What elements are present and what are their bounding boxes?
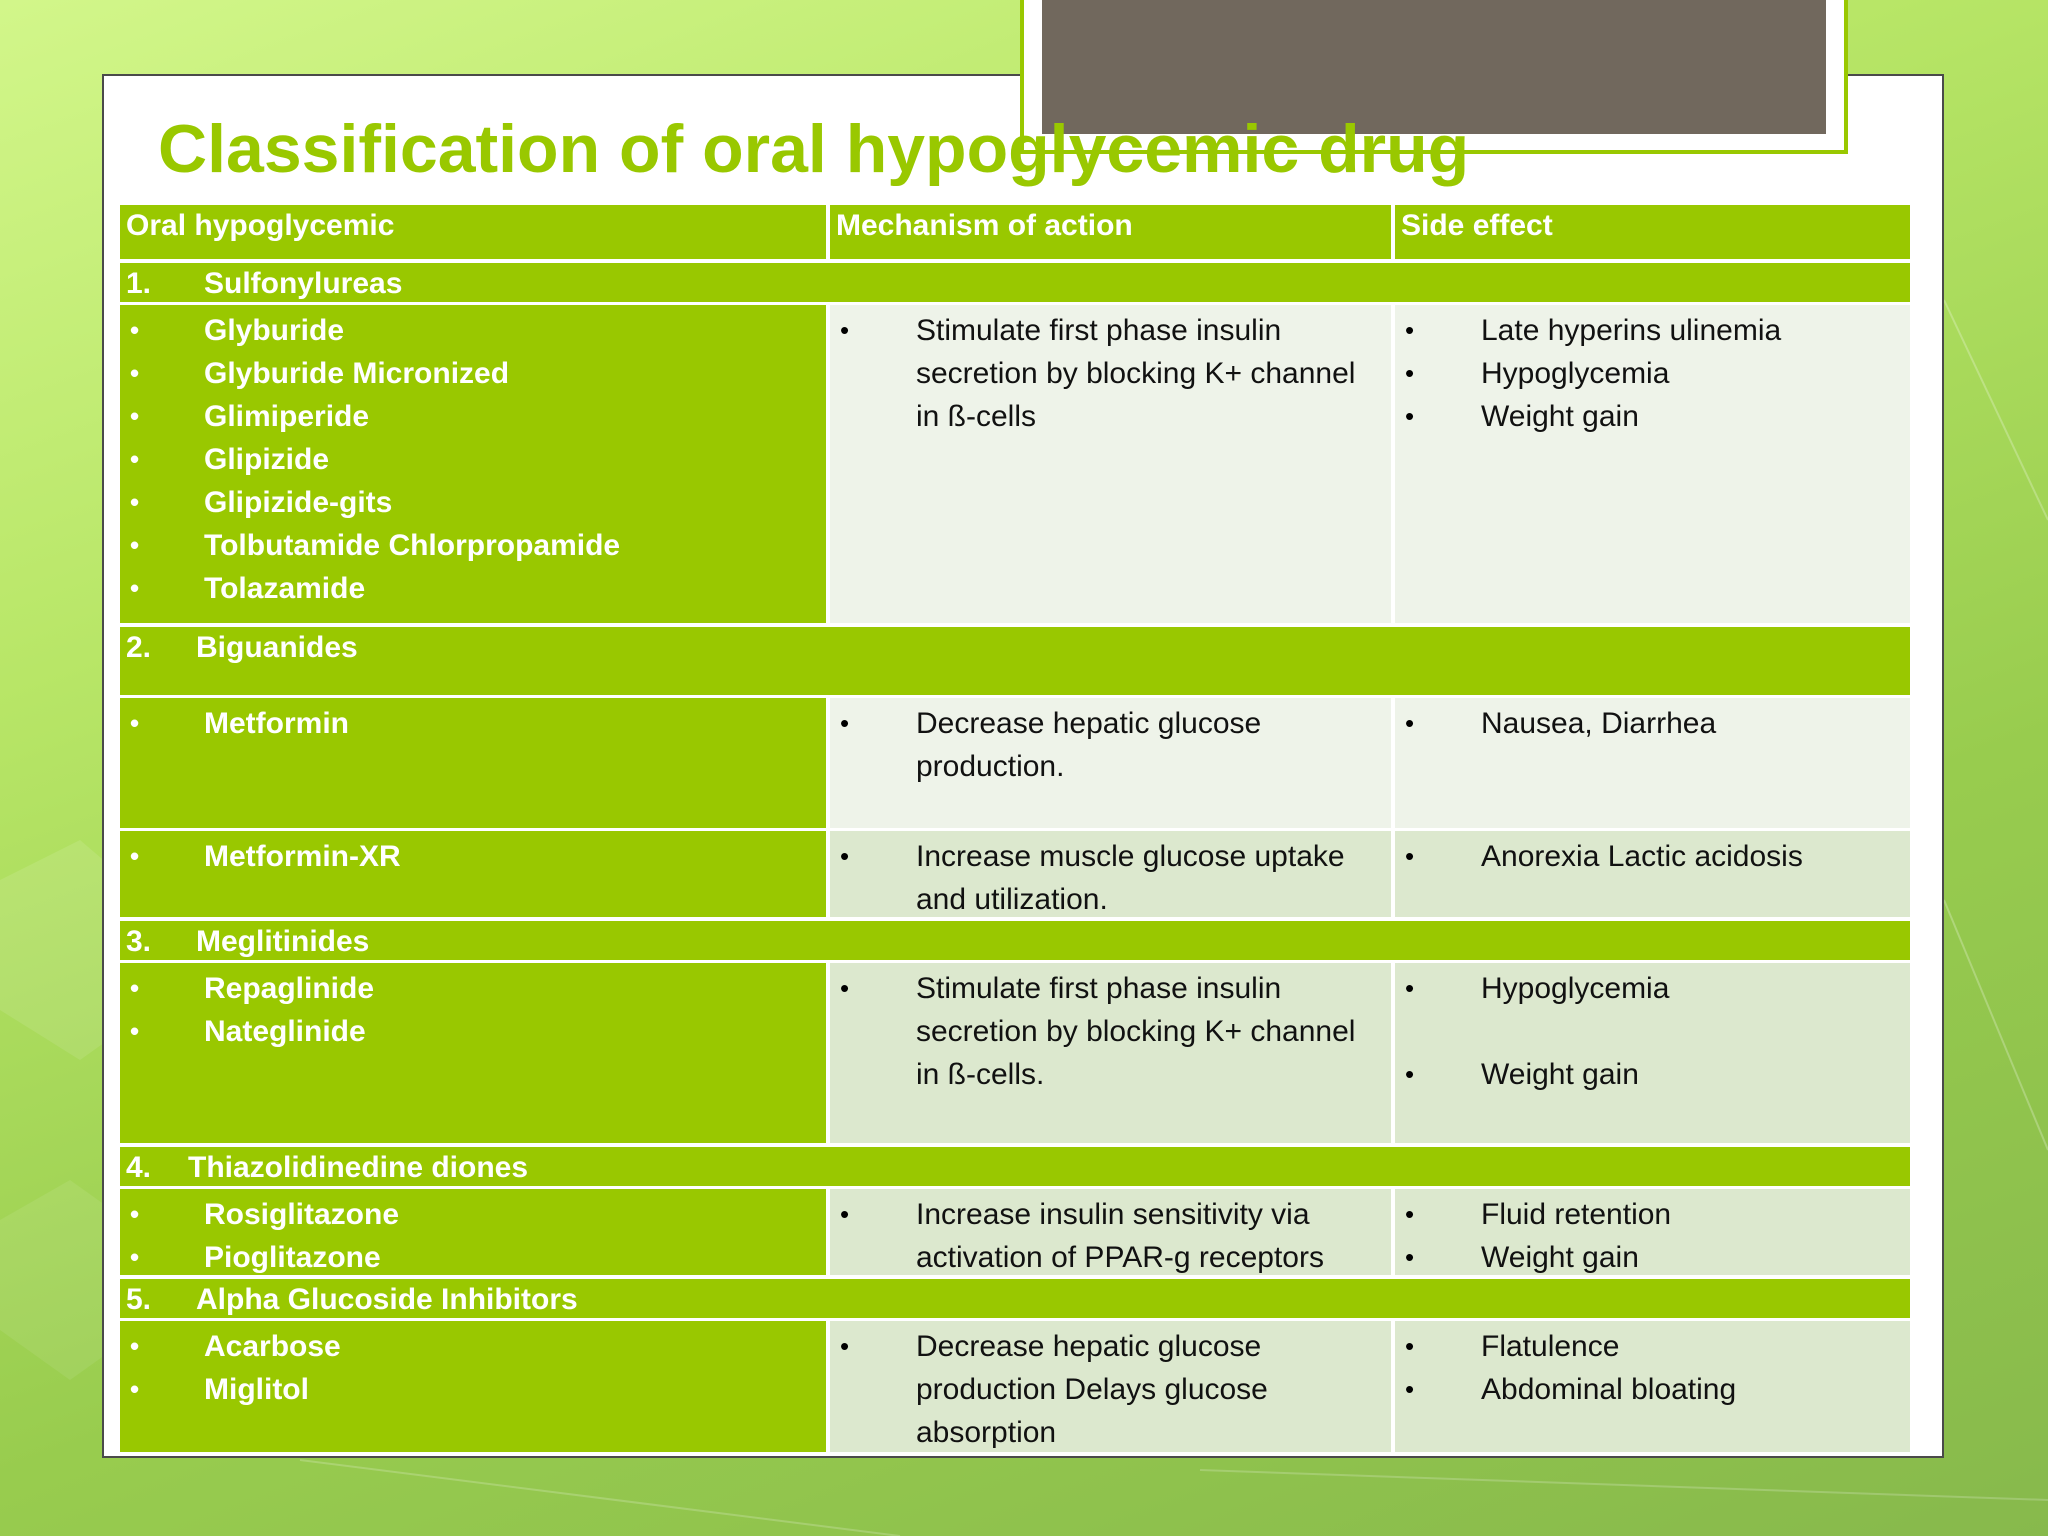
list-item: • Stimulate first phase insulin secretion by blocking K+ channel in ß-cells.: [836, 967, 1385, 1096]
category-name: Sulfonylureas: [204, 267, 403, 300]
mechanism-cell: [830, 305, 1391, 623]
list-item: • Nausea, Diarrhea: [1401, 702, 1904, 745]
side-effect-list: [1395, 698, 1910, 749]
table-row: [120, 963, 1910, 1143]
mechanism-cell: [830, 698, 1391, 828]
drug-list-cell: [120, 305, 826, 623]
list-item: • Decrease hepatic glucose production Delays glucose absorption: [836, 1325, 1385, 1452]
category-row: [120, 921, 1910, 960]
list-item: • Glimiperide: [126, 395, 820, 438]
category-row: [120, 1147, 1910, 1186]
list-item: • Weight gain: [1401, 1053, 1904, 1096]
category-number: 4.: [126, 1151, 152, 1184]
list-item: • Flatulence: [1401, 1325, 1904, 1368]
category-number: 3.: [126, 925, 152, 958]
mechanism-cell: [830, 1321, 1391, 1452]
side-effect-cell: [1395, 305, 1910, 623]
category-number: 5.: [126, 1283, 152, 1316]
drug-list: [120, 1321, 826, 1415]
header-oral-hypoglycemic: Oral hypoglycemic: [120, 205, 826, 259]
slide-title: Classification of oral hypoglycemic drug: [158, 111, 1470, 187]
list-item: • Glipizide-gits: [126, 481, 820, 524]
category-number: 2.: [126, 631, 152, 664]
list-item: • Metformin: [126, 702, 820, 745]
side-effect-cell: [1395, 1189, 1910, 1275]
mechanism-list: [830, 698, 1391, 792]
table-row: [120, 305, 1910, 623]
mechanism-list: [830, 831, 1391, 917]
drug-list: [120, 1189, 826, 1275]
mechanism-list: [830, 963, 1391, 1100]
header-side-effect: Side effect: [1395, 205, 1910, 259]
category-name: Biguanides: [196, 631, 358, 664]
list-item: • Glyburide: [126, 309, 820, 352]
list-item: • Miglitol: [126, 1368, 820, 1411]
category-row: [120, 263, 1910, 302]
category-number: 1.: [126, 267, 152, 300]
list-item: • Hypoglycemia: [1401, 352, 1904, 395]
side-effect-list: [1395, 963, 1910, 1100]
category-name: Thiazolidinedine diones: [188, 1151, 529, 1184]
drug-list-cell: [120, 1321, 826, 1452]
mechanism-list: [830, 1321, 1391, 1452]
side-effect-list: [1395, 1189, 1910, 1275]
header-mechanism: Mechanism of action: [830, 205, 1391, 259]
list-item: • Increase muscle glucose uptake and utilization.: [836, 835, 1385, 917]
list-item: • Glipizide: [126, 438, 820, 481]
side-effect-cell: [1395, 1321, 1910, 1452]
side-effect-list: [1395, 1321, 1910, 1415]
side-effect-cell: [1395, 698, 1910, 828]
drug-list-cell: [120, 698, 826, 828]
drug-classification-table: [120, 205, 1910, 1452]
list-item: • Acarbose: [126, 1325, 820, 1368]
list-item: • Weight gain: [1401, 395, 1904, 438]
drug-list: [120, 963, 826, 1057]
side-effect-list: [1395, 305, 1910, 442]
list-item: • Increase insulin sensitivity via activation of PPAR-g receptors: [836, 1193, 1385, 1275]
list-item: • Glyburide Micronized: [126, 352, 820, 395]
side-effect-cell: [1395, 831, 1910, 917]
drug-list-cell: [120, 963, 826, 1143]
category-name: Alpha Glucoside Inhibitors: [196, 1283, 578, 1316]
mechanism-cell: [830, 1189, 1391, 1275]
side-effect-cell: [1395, 963, 1910, 1143]
table-row: [120, 831, 1910, 917]
list-item: • Pioglitazone: [126, 1236, 820, 1275]
list-item: • Abdominal bloating: [1401, 1368, 1904, 1411]
mechanism-list: [830, 305, 1391, 442]
list-item: • Stimulate first phase insulin secretion by blocking K+ channel in ß-cells: [836, 309, 1385, 438]
list-item: • Late hyperins ulinemia: [1401, 309, 1904, 352]
list-item: • Weight gain: [1401, 1236, 1904, 1275]
table-header-row: [120, 205, 1910, 259]
category-row: [120, 1279, 1910, 1318]
drug-list: [120, 831, 826, 882]
list-item: • Tolbutamide Chlorpropamide: [126, 524, 820, 567]
list-item: • Nateglinide: [126, 1010, 820, 1053]
list-item: • Hypoglycemia: [1401, 967, 1904, 1010]
list-item: • Repaglinide: [126, 967, 820, 1010]
list-item: • Decrease hepatic glucose production.: [836, 702, 1385, 788]
category-row: [120, 627, 1910, 695]
mechanism-cell: [830, 831, 1391, 917]
table-row: [120, 698, 1910, 828]
list-item: • Anorexia Lactic acidosis: [1401, 835, 1904, 878]
table-row: [120, 1321, 1910, 1452]
drug-list-cell: [120, 1189, 826, 1275]
category-name: Meglitinides: [196, 925, 370, 958]
drug-list-cell: [120, 831, 826, 917]
side-effect-list: [1395, 831, 1910, 882]
table-row: [120, 1189, 1910, 1275]
mechanism-cell: [830, 963, 1391, 1143]
drug-list: [120, 698, 826, 749]
list-item: • Metformin-XR: [126, 835, 820, 878]
list-item: • Rosiglitazone: [126, 1193, 820, 1236]
list-item: • Fluid retention: [1401, 1193, 1904, 1236]
list-item: • Tolazamide: [126, 567, 820, 610]
drug-list: [120, 305, 826, 614]
mechanism-list: [830, 1189, 1391, 1275]
